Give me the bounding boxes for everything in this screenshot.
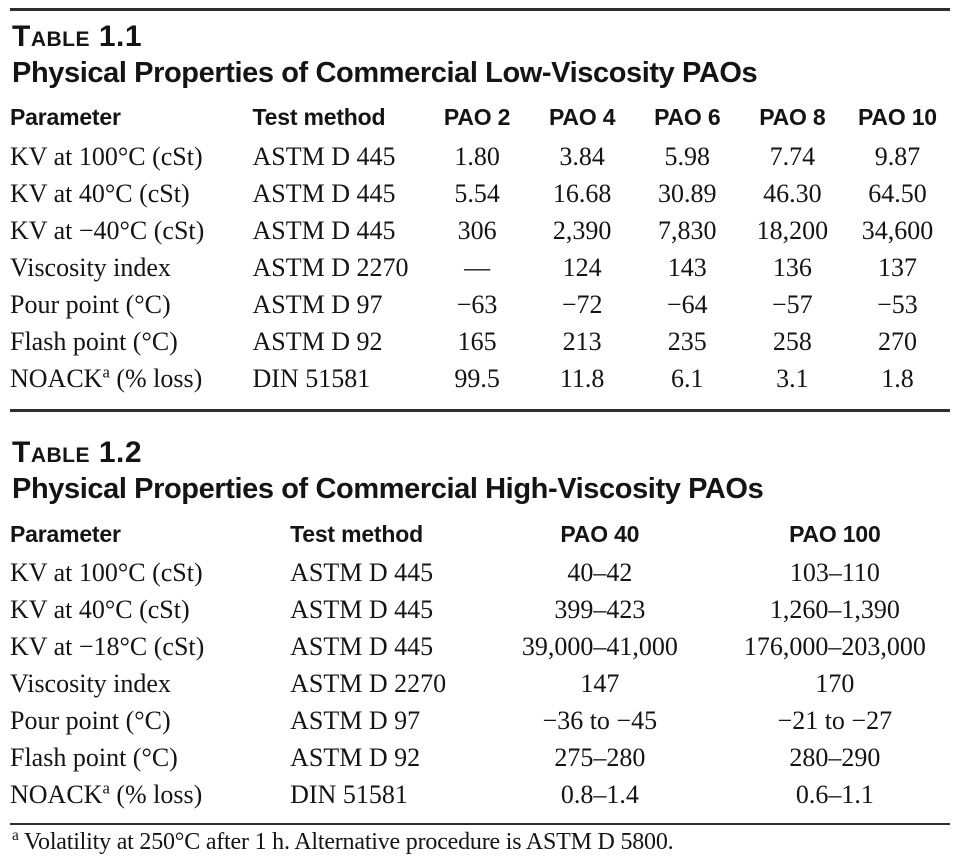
column-header: PAO 4 — [549, 104, 616, 131]
value-cell: 6.1 — [671, 363, 704, 393]
test-method-cell: ASTM D 2270 — [252, 252, 409, 282]
parameter-cell: Viscosity index — [10, 669, 171, 699]
value-cell: 64.50 — [868, 178, 927, 208]
value-cell: 235 — [667, 326, 707, 356]
footnote-marker: a — [102, 778, 110, 798]
test-method-cell: ASTM D 2270 — [290, 669, 447, 699]
value-cell: 103–110 — [789, 558, 880, 588]
table-top-rule — [10, 8, 950, 11]
test-method-cell: ASTM D 445 — [290, 632, 434, 662]
value-cell: 3.84 — [559, 141, 605, 171]
table-1-1-section — [10, 8, 950, 412]
value-cell: −36 to −45 — [542, 706, 658, 736]
column-header: PAO 2 — [443, 104, 511, 131]
parameter-cell: Flash point (°C) — [10, 326, 178, 356]
value-cell: 143 — [667, 252, 707, 282]
value-cell: −53 — [877, 289, 918, 319]
value-cell: 7.74 — [769, 141, 816, 171]
value-cell: 137 — [877, 252, 917, 282]
value-cell: 16.68 — [552, 178, 612, 208]
value-cell: 280–290 — [789, 743, 881, 773]
value-cell: 7,830 — [658, 215, 717, 245]
column-header: PAO 6 — [654, 104, 721, 131]
test-method-cell: DIN 51581 — [252, 363, 371, 393]
test-method-cell: ASTM D 92 — [252, 326, 383, 356]
table-row — [10, 666, 950, 703]
test-method-cell: ASTM D 445 — [252, 215, 396, 245]
value-cell: 39,000–41,000 — [521, 632, 678, 662]
test-method-cell: ASTM D 92 — [290, 743, 421, 773]
table-title: Physical Properties of Commercial High-Viscosity PAOs — [12, 473, 764, 506]
value-cell: 306 — [457, 215, 497, 245]
value-cell: 40–42 — [567, 558, 633, 588]
parameter-cell: KV at 100°C (cSt) — [10, 558, 203, 588]
table-footnote — [12, 826, 950, 856]
test-method-cell: DIN 51581 — [290, 780, 408, 810]
value-cell: 18,200 — [756, 215, 829, 245]
table-row — [10, 703, 950, 740]
value-cell: 2,390 — [552, 215, 612, 245]
value-cell: 0.8–1.4 — [560, 780, 639, 810]
value-cell: 11.8 — [559, 363, 605, 393]
table-row — [10, 360, 950, 397]
test-method-cell: ASTM D 445 — [290, 558, 434, 588]
column-header: PAO 8 — [759, 104, 826, 131]
value-cell: 5.54 — [454, 178, 500, 208]
test-method-cell: ASTM D 97 — [290, 706, 421, 736]
parameter-cell: NOACK$^a$ (% loss) — [10, 778, 203, 810]
table-row — [10, 740, 950, 777]
parameter-cell: Pour point (°C) — [10, 706, 171, 736]
test-method-cell: ASTM D 445 — [252, 178, 396, 208]
parameter-cell: KV at 100°C (cSt) — [10, 141, 203, 171]
table-body — [10, 555, 950, 814]
value-cell: 136 — [772, 252, 812, 282]
table-header — [10, 521, 950, 555]
column-header: PAO 100 — [789, 520, 881, 547]
table-bottom-rule — [10, 409, 950, 412]
value-cell: 30.89 — [658, 178, 717, 208]
value-cell: — — [464, 252, 491, 282]
footnote-marker: a — [12, 826, 19, 844]
column-header: Parameter — [10, 104, 121, 131]
column-header: Test method — [290, 520, 423, 547]
value-cell: 0.6–1.1 — [795, 780, 874, 810]
table-row — [10, 777, 950, 814]
table-row — [10, 286, 950, 323]
value-cell: 1.8 — [881, 363, 914, 393]
column-header: Test method — [252, 104, 386, 131]
value-cell: 1.80 — [454, 141, 500, 171]
value-cell: 5.98 — [664, 141, 711, 171]
column-header: PAO 10 — [857, 104, 937, 131]
value-cell: 170 — [815, 669, 855, 699]
header-row — [10, 521, 950, 555]
column-header: PAO 40 — [560, 520, 640, 547]
table-1-2-section — [10, 436, 950, 855]
parameter-cell: Flash point (°C) — [10, 743, 178, 773]
table-row — [10, 249, 950, 286]
value-cell: 124 — [562, 252, 602, 282]
value-cell: 34,600 — [861, 215, 934, 245]
value-cell: 9.87 — [874, 141, 921, 171]
test-method-cell: ASTM D 445 — [290, 595, 434, 625]
footnote-rule — [10, 823, 950, 825]
value-cell: 99.5 — [454, 363, 500, 393]
value-cell: −63 — [456, 289, 498, 319]
table-row — [10, 175, 950, 212]
table-title: Physical Properties of Commercial Low-Viscosity PAOs — [12, 57, 758, 89]
table-row — [10, 138, 950, 175]
parameter-cell: Pour point (°C) — [10, 289, 171, 319]
value-cell: −64 — [666, 289, 708, 319]
high-viscosity-pao-table — [10, 521, 950, 814]
value-cell: −72 — [561, 289, 603, 319]
table-row — [10, 555, 950, 592]
header-row — [10, 104, 950, 138]
value-cell: 165 — [457, 326, 497, 356]
footnote-marker: a — [102, 362, 110, 382]
low-viscosity-pao-table — [10, 104, 950, 397]
table-number: Table 1.2 — [12, 436, 143, 470]
table-number: Table 1.1 — [12, 20, 143, 53]
table-row — [10, 323, 950, 360]
parameter-cell: KV at −18°C (cSt) — [10, 632, 205, 662]
value-cell: 147 — [580, 669, 620, 699]
test-method-cell: ASTM D 445 — [252, 141, 396, 171]
value-cell: 213 — [562, 326, 602, 356]
value-cell: 275–280 — [554, 743, 646, 773]
value-cell: 176,000–203,000 — [743, 632, 926, 662]
test-method-cell: ASTM D 97 — [252, 289, 383, 319]
column-header: Parameter — [10, 520, 121, 547]
parameter-cell: KV at 40°C (cSt) — [10, 178, 190, 208]
value-cell: −57 — [772, 289, 813, 319]
table-header — [10, 104, 950, 138]
value-cell: 270 — [877, 326, 917, 356]
table-row — [10, 212, 950, 249]
table-body — [10, 138, 950, 397]
value-cell: 399–423 — [554, 595, 646, 625]
value-cell: 1,260–1,390 — [769, 595, 900, 625]
parameter-cell: NOACK$^a$ (% loss) — [10, 362, 203, 393]
table-row — [10, 629, 950, 666]
footnote-text: Volatility at 250°C after 1 h. Alternative procedure is ASTM D 5800. — [18, 828, 674, 855]
parameter-cell: KV at −40°C (cSt) — [10, 215, 205, 245]
value-cell: 258 — [772, 326, 812, 356]
parameter-cell: Viscosity index — [10, 252, 171, 282]
value-cell: 46.30 — [763, 178, 822, 208]
value-cell: −21 to −27 — [777, 706, 893, 736]
value-cell: 3.1 — [776, 363, 809, 393]
parameter-cell: KV at 40°C (cSt) — [10, 595, 190, 625]
table-row — [10, 592, 950, 629]
